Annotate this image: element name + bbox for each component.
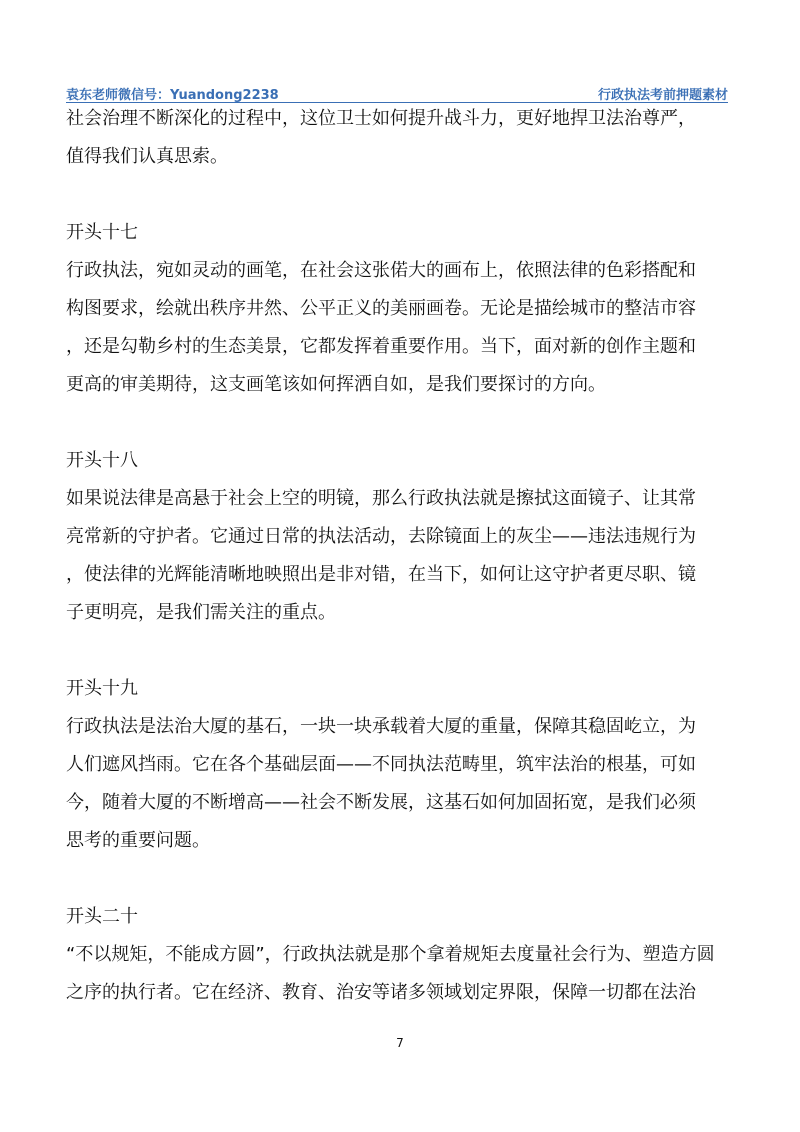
section-gap <box>66 176 736 214</box>
section-gap <box>66 860 736 898</box>
paragraph-line: 社会治理不断深化的过程中，这位卫士如何提升战斗力，更好地捍卫法治尊严， <box>66 108 696 129</box>
paragraph-line: 更高的审美期待，这支画笔该如何挥洒自如，是我们要探讨的方向。 <box>66 374 606 395</box>
header-document-title: 行政执法考前押题素材 <box>597 88 728 103</box>
paragraph-line: 亮常新的守护者。它通过日常的执法活动，去除镜面上的灰尘——违法违规行为 <box>66 526 696 547</box>
section-17 <box>66 214 736 404</box>
paragraph-line: 思考的重要问题。 <box>66 830 210 851</box>
section-20 <box>66 898 736 1012</box>
paragraph-line: ，使法律的光辉能清晰地映照出是非对错，在当下，如何让这守护者更尽职、镜 <box>66 564 696 585</box>
section-heading: 开头十九 <box>66 678 138 699</box>
paragraph-line: 如果说法律是高悬于社会上空的明镜，那么行政执法就是擦拭这面镜子、让其常 <box>66 488 696 509</box>
paragraph-line: 行政执法是法治大厦的基石，一块一块承载着大厦的重量，保障其稳固屹立，为 <box>66 716 696 737</box>
paragraph-line: 行政执法，宛如灵动的画笔，在社会这张偌大的画布上，依照法律的色彩搭配和 <box>66 260 696 281</box>
section-gap <box>66 404 736 442</box>
paragraph-line: 之序的执行者。它在经济、教育、治安等诸多领域划定界限，保障一切都在法治 <box>66 982 696 1003</box>
section-19 <box>66 670 736 860</box>
paragraph-line: 构图要求，绘就出秩序井然、公平正义的美丽画卷。无论是描绘城市的整洁市容 <box>66 298 696 319</box>
section-heading: 开头十七 <box>66 222 138 243</box>
section-heading: 开头十八 <box>66 450 138 471</box>
paragraph-line: “不以规矩，不能成方圆”，行政执法就是那个拿着规矩去度量社会行为、塑造方圆 <box>66 944 715 965</box>
paragraph-line: 值得我们认真思索。 <box>66 146 228 167</box>
section-gap <box>66 632 736 670</box>
intro-paragraph <box>66 100 736 176</box>
document-body <box>66 100 736 1012</box>
paragraph-line: 子更明亮，是我们需关注的重点。 <box>66 602 336 623</box>
paragraph-line: ，还是勾勒乡村的生态美景，它都发挥着重要作用。当下，面对新的创作主题和 <box>66 336 696 357</box>
section-18 <box>66 442 736 632</box>
header-wechat-contact: 袁东老师微信号：Yuandong2238 <box>66 88 279 103</box>
page-number: 7 <box>396 1036 404 1050</box>
paragraph-line: 今，随着大厦的不断增高——社会不断发展，这基石如何加固拓宽，是我们必须 <box>66 792 696 813</box>
paragraph-line: 人们遮风挡雨。它在各个基础层面——不同执法范畴里，筑牢法治的根基，可如 <box>66 754 696 775</box>
section-heading: 开头二十 <box>66 906 138 927</box>
